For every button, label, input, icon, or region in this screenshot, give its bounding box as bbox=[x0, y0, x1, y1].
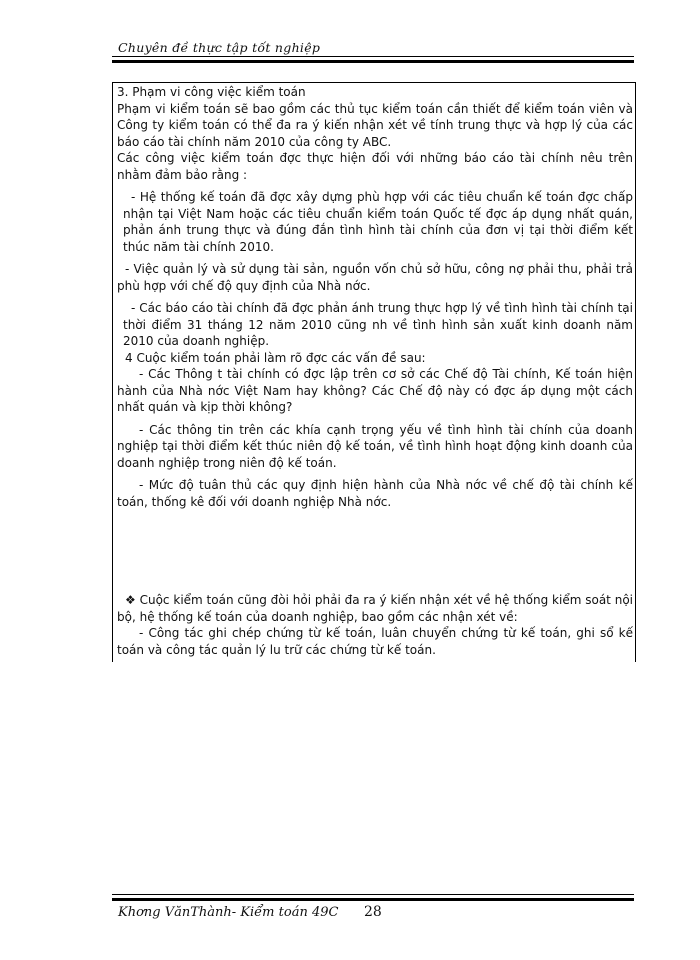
paragraph-internal-control bbox=[117, 592, 633, 625]
bullet-compliance: - Mức độ tuân thủ các quy định hiện hành của Nhà nớc về chế độ tài chính kế toán, thống kê đối với doanh nghiệp Nhà nớc. bbox=[117, 478, 633, 509]
paragraph-scope: Phạm vi kiểm toán sẽ bao gồm các thủ tục kiểm toán cần thiết để kiểm toán viên và Công ty kiểm toán có thể đa ra ý kiến nhận xét về tính trung thực và hợp lý của các báo cáo tài chính năm 2010 của công ty ABC. bbox=[117, 101, 633, 149]
bullet-financial-reports: - Các báo cáo tài chính đã đợc phản ánh trung thực hợp lý về tình hình tài chính tại thời điểm 31 tháng 12 năm 2010 cũng nh về tình hình sản xuất kinh doanh năm 2010 của doanh nghiệp. bbox=[123, 301, 633, 348]
header-rule-thick bbox=[112, 60, 634, 63]
blank-space bbox=[117, 510, 633, 592]
document-body bbox=[117, 84, 633, 658]
footer-author: Khơng VănThành- Kiểm toán 49C bbox=[118, 905, 339, 920]
footer-rule-thick bbox=[112, 898, 634, 901]
internal-control-text: Cuộc kiểm toán cũng đòi hỏi phải đa ra ý kiến nhận xét về hệ thống kiểm soát nội bộ, hệ thống kế toán của doanh nghiệp, bao gồm các nhận xét về: bbox=[117, 593, 633, 624]
footer-rule bbox=[112, 894, 634, 895]
bullet-material-info: - Các thông tin trên các khía cạnh trọng yếu về tình hình tài chính của doanh nghiệp tại thời điểm kết thúc niên độ kế toán, về tình hình hoạt động kinh doanh của doanh nghiệp trong niên độ kế toán. bbox=[117, 422, 633, 470]
bullet-accounting-system: - Hệ thống kế toán đã đợc xây dựng phù hợp với các tiêu chuẩn kế toán đợc chấp nhận tại Việt Nam hoặc các tiêu chuẩn kiểm toán Quốc tế đợc áp dụng nhất quán, phản ánh trung thực và đúng đắn tình hình tài chính của đơn vị tại thời điểm kết thúc năm tài chính 2010. bbox=[123, 190, 633, 254]
paragraph-audit-work: Các công việc kiểm toán đợc thực hiện đối với những báo cáo tài chính nêu trên nhằm đảm bảo rằng : bbox=[117, 151, 633, 182]
diamond-bullet-icon: ❖ bbox=[125, 593, 136, 607]
header-rule bbox=[112, 56, 634, 57]
section-3-title: 3. Phạm vi công việc kiểm toán bbox=[117, 85, 306, 99]
header-title: Chuyên đề thực tập tốt nghiệp bbox=[118, 40, 321, 55]
page-number: 28 bbox=[364, 904, 382, 920]
bullet-documents: - Công tác ghi chép chứng từ kế toán, luân chuyển chứng từ kế toán, ghi sổ kế toán và công tác quản lý lu trữ các chứng từ kế toán. bbox=[117, 626, 633, 657]
bullet-circulars: - Các Thông t tài chính có đợc lập trên cơ sở các Chế độ Tài chính, Kế toán hiện hành của Nhà nớc Việt Nam hay không? Các Chế độ này có đợc áp dụng một cách nhất quán và kịp thời không? bbox=[117, 367, 633, 414]
bullet-asset-management: - Việc quản lý và sử dụng tài sản, nguồn vốn chủ sở hữu, công nợ phải thu, phải trả phù hợp với chế độ quy định của Nhà nớc. bbox=[117, 262, 633, 293]
section-4-title: 4 Cuộc kiểm toán phải làm rõ đợc các vấn đề sau: bbox=[125, 350, 426, 365]
